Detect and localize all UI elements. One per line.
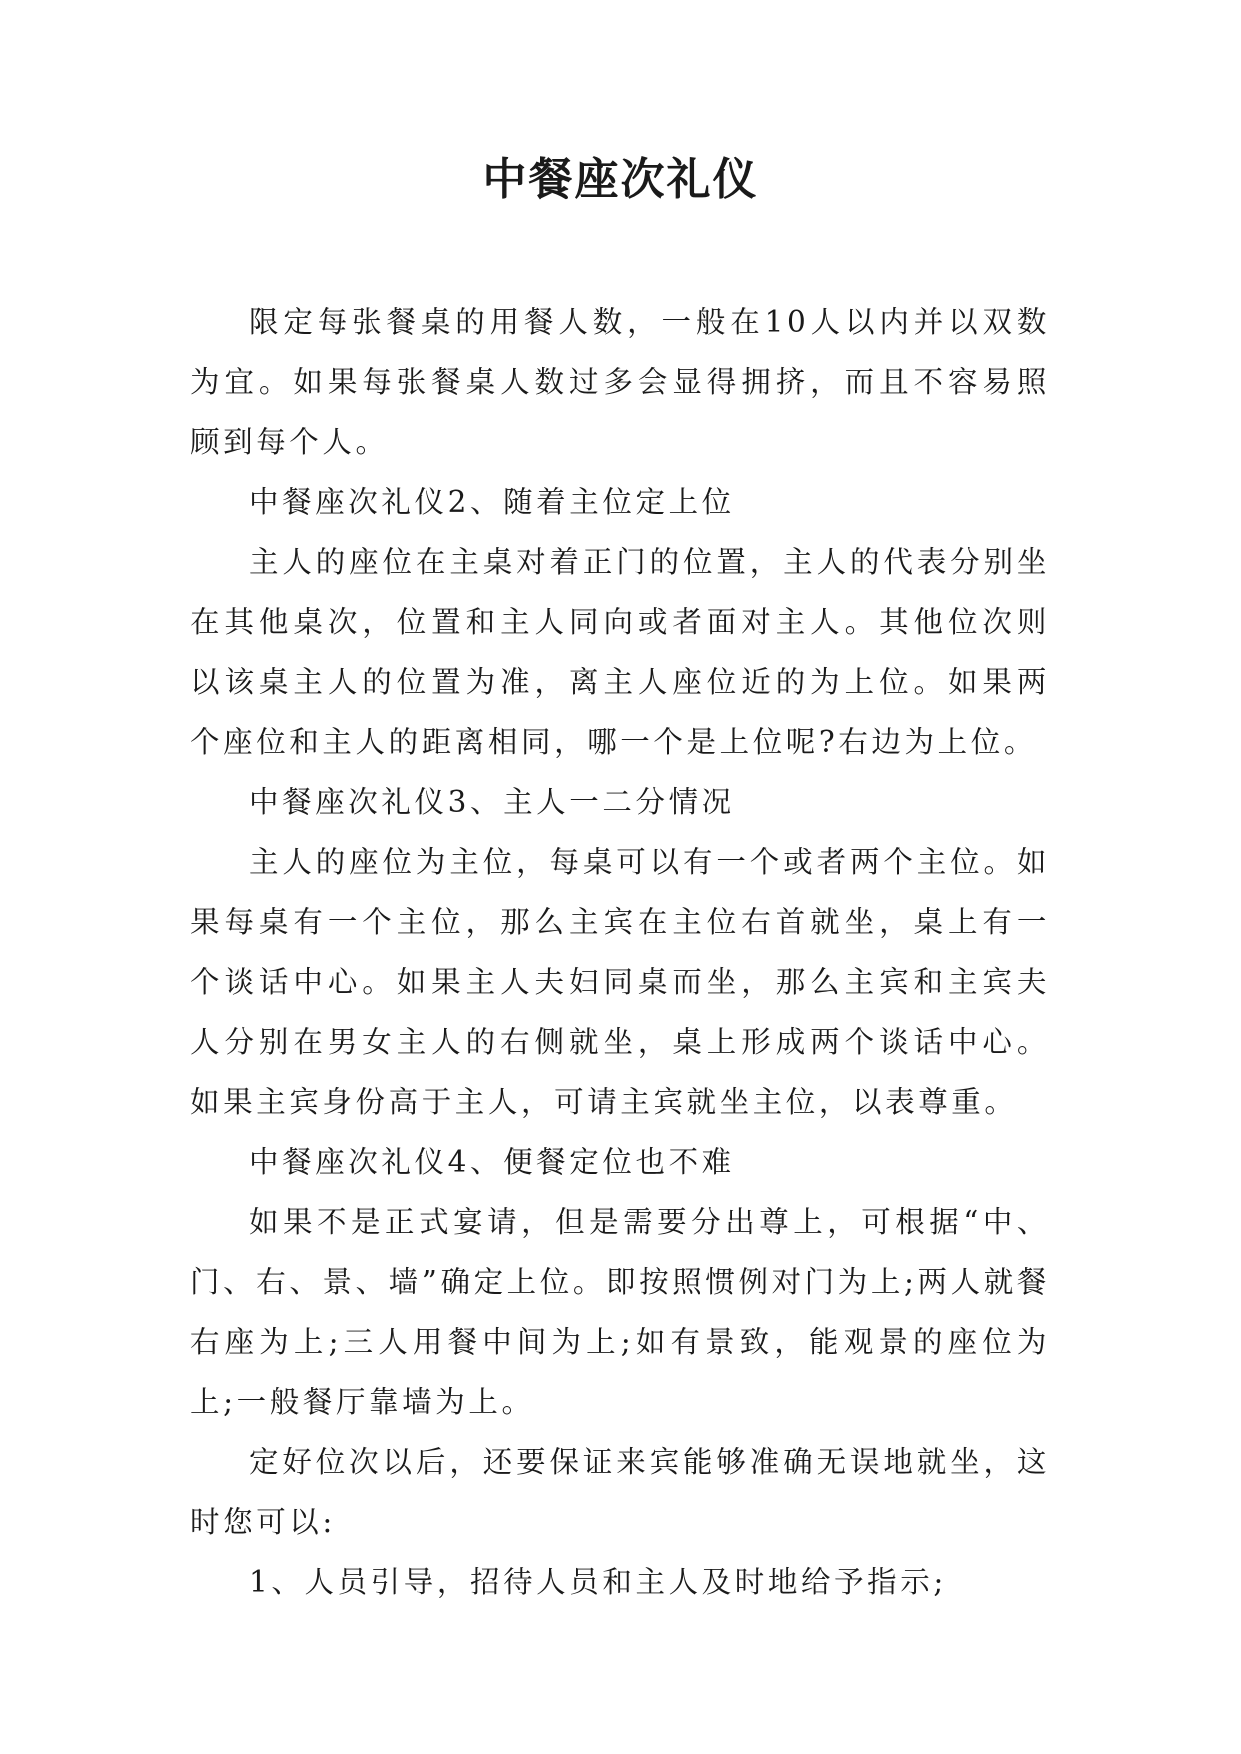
paragraph-after-seating: 定好位次以后，还要保证来宾能够准确无误地就坐，这时您可以: <box>190 1445 1050 1539</box>
section-heading-2: 中餐座次礼仪2、随着主位定上位 <box>249 485 735 519</box>
document-body <box>190 292 1050 1612</box>
paragraph-casual-meal: 如果不是正式宴请，但是需要分出尊上，可根据“中、门、右、景、墙”确定上位。即按照惯例对门为上;两人就餐右座为上;三人用餐中间为上;如有景致，能观景的座位为上;一般餐厅靠墙为上。 <box>190 1205 1050 1419</box>
paragraph-host-seat: 主人的座位在主桌对着正门的位置，主人的代表分别坐在其他桌次，位置和主人同向或者面对主人。其他位次则以该桌主人的位置为准，离主人座位近的为上位。如果两个座位和主人的距离相同，哪一个是上位呢?右边为上位。 <box>190 545 1050 759</box>
document-title: 中餐座次礼仪 <box>482 154 759 205</box>
list-item-guidance: 1、人员引导，招待人员和主人及时地给予指示; <box>249 1565 947 1599</box>
paragraph-main-seat: 主人的座位为主位，每桌可以有一个或者两个主位。如果每桌有一个主位，那么主宾在主位右首就坐，桌上有一个谈话中心。如果主人夫妇同桌而坐，那么主宾和主宾夫人分别在男女主人的右侧就坐，桌上形成两个谈话中心。如果主宾身份高于主人，可请主宾就坐主位，以表尊重。 <box>190 845 1050 1119</box>
paragraph-table-size: 限定每张餐桌的用餐人数，一般在10人以内并以双数为宜。如果每张餐桌人数过多会显得拥挤，而且不容易照顾到每个人。 <box>190 305 1050 459</box>
section-heading-3: 中餐座次礼仪3、主人一二分情况 <box>249 785 735 819</box>
section-heading-4: 中餐座次礼仪4、便餐定位也不难 <box>249 1145 735 1179</box>
